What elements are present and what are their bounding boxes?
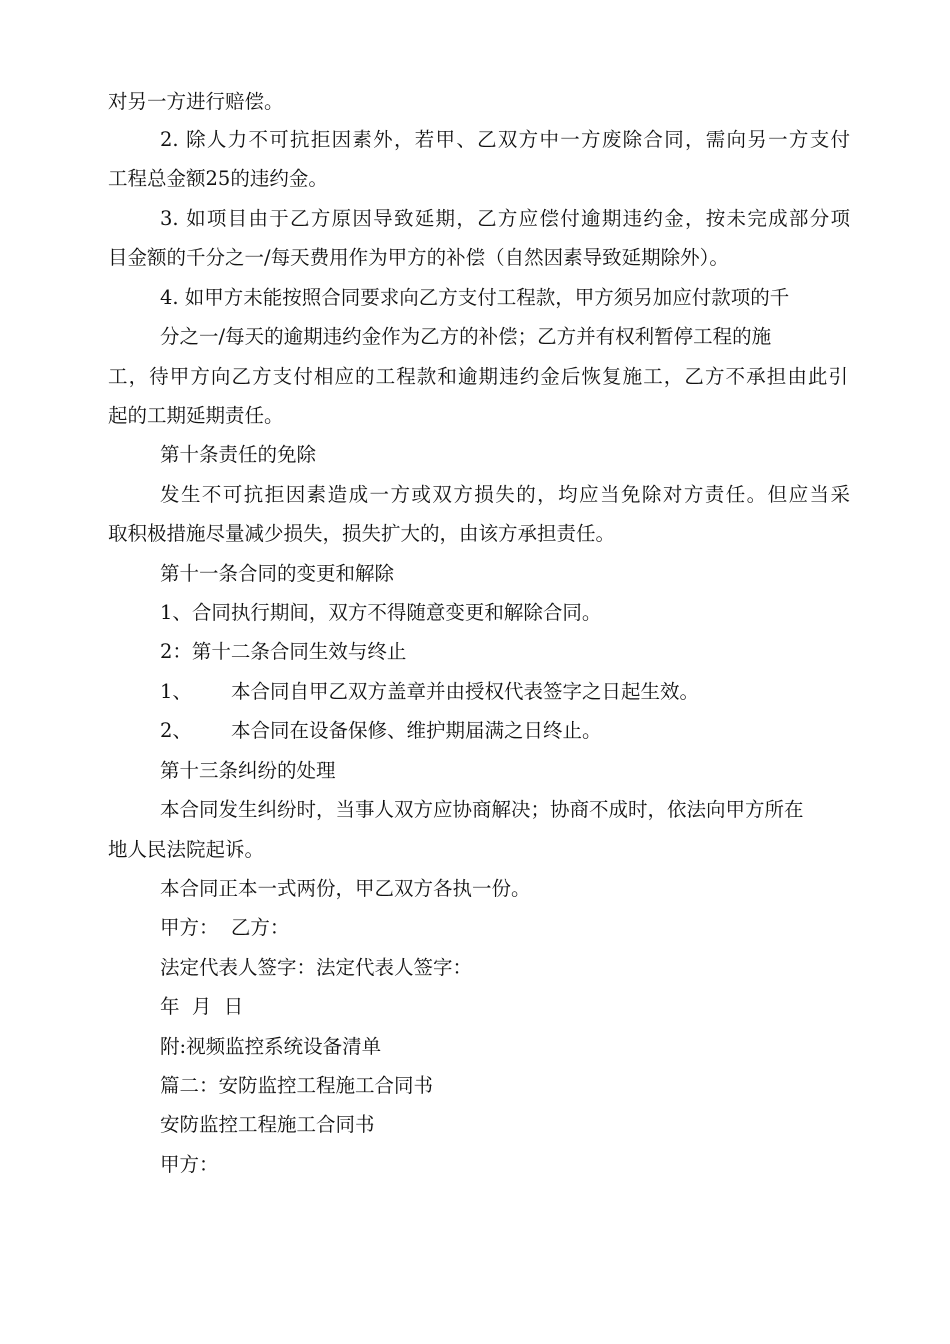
section-heading: 第十一条合同的变更和解除 (160, 562, 395, 585)
paragraph-line: 目金额的千分之一/每天费用作为甲方的补偿（自然因素导致延期除外）。 (108, 246, 729, 269)
section-heading: 第十条责任的免除 (160, 443, 317, 466)
paragraph-line: 取积极措施尽量减少损失，损失扩大的，由该方承担责任。 (108, 522, 616, 545)
clause-text: 本合同自甲乙双方盖章并由授权代表签字之日起生效。 (231, 680, 700, 703)
date-line: 年 月 日 (160, 995, 244, 1018)
clause-item (160, 679, 850, 705)
clause-item (160, 718, 850, 744)
clause-number: 1、 (160, 680, 192, 703)
section-heading: 篇二：安防监控工程施工合同书 (160, 1074, 434, 1097)
attachment-line: 附:视频监控系统设备清单 (160, 1035, 382, 1058)
paragraph-line: 本合同正本一式两份，甲乙双方各执一份。 (160, 877, 531, 900)
paragraph-line: 分之一/每天的逾期违约金作为乙方的补偿；乙方并有权利暂停工程的施 (160, 325, 772, 348)
section-heading: 2：第十二条合同生效与终止 (160, 640, 407, 663)
party-label: 甲方： (160, 1153, 219, 1176)
paragraph-line: 3. 如项目由于乙方原因导致延期，乙方应偿付逾期违约金，按未完成部分项 (160, 207, 850, 230)
paragraph-line: 4. 如甲方未能按照合同要求向乙方支付工程款，甲方须另加应付款项的千 (160, 286, 790, 309)
paragraph-line: 本合同发生纠纷时，当事人双方应协商解决；协商不成时，依法向甲方所在 (160, 798, 804, 821)
paragraph-line: 地人民法院起诉。 (108, 838, 265, 861)
paragraph-line: 工，待甲方向乙方支付相应的工程款和逾期违约金后恢复施工，乙方不承担由此引 (108, 365, 848, 388)
paragraph-line: 1、合同执行期间，双方不得随意变更和解除合同。 (160, 601, 602, 624)
paragraph-line: 对另一方进行赔偿。 (108, 90, 284, 113)
clause-text: 本合同在设备保修、维护期届满之日终止。 (231, 719, 602, 742)
document-title: 安防监控工程施工合同书 (160, 1113, 375, 1136)
paragraph-line: 2. 除人力不可抗拒因素外，若甲、乙双方中一方废除合同，需向另一方支付 (160, 128, 850, 151)
section-heading: 第十三条纠纷的处理 (160, 759, 336, 782)
paragraph-line: 发生不可抗拒因素造成一方或双方损失的，均应当免除对方责任。但应当采 (160, 483, 850, 506)
party-signature-labels: 甲方： 乙方： (160, 916, 290, 939)
paragraph-line: 工程总金额25的违约金。 (108, 167, 328, 190)
paragraph-line: 起的工期延期责任。 (108, 404, 284, 427)
clause-number: 2、 (160, 719, 192, 742)
signature-line: 法定代表人签字：法定代表人签字： (160, 956, 473, 979)
